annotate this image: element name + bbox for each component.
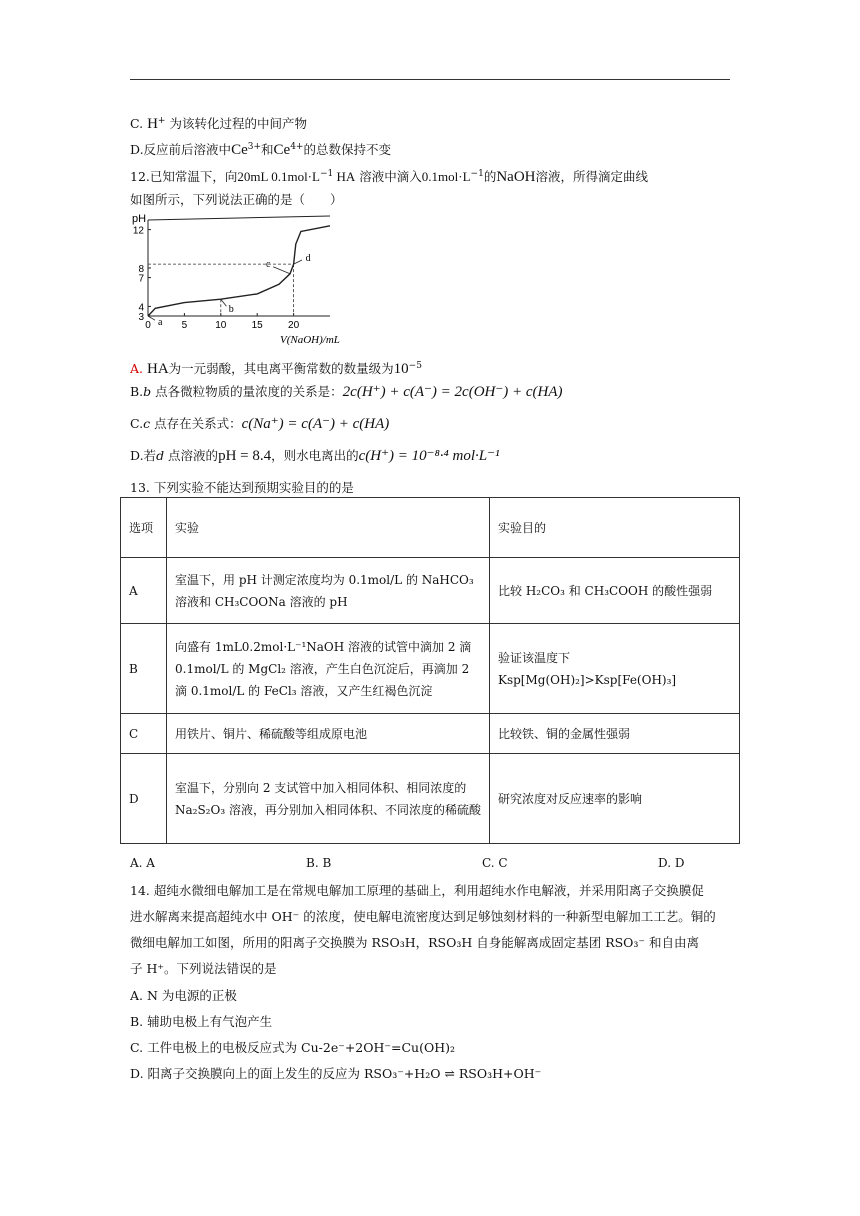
q14-stem-line4: 子 H⁺。下列说法错误的是 xyxy=(130,961,277,976)
q14-option-a: A. N 为电源的正极 xyxy=(130,988,237,1003)
row-purpose: 比较 H₂CO₃ 和 CH₃COOH 的酸性强弱 xyxy=(490,558,740,624)
q11-option-c: C. H+ 为该转化过程的中间产物 xyxy=(130,116,307,133)
x-tick-label: 5 xyxy=(181,320,188,331)
table-header-purpose: 实验目的 xyxy=(490,498,740,558)
header-rule xyxy=(130,79,730,80)
q12-stem-line2: 如图所示，下列说法正确的是（ ） xyxy=(130,192,343,207)
row-option: D xyxy=(121,754,167,844)
table-row xyxy=(121,558,740,624)
row-experiment: 用铁片、铜片、稀硫酸等组成原电池 xyxy=(167,714,490,754)
y-tick-label: 3 xyxy=(138,312,144,323)
q14-option-d: D. 阳离子交换膜向上的面上发生的反应为 RSO₃⁻+H₂O ⇌ RSO₃H+OH⁻ xyxy=(130,1066,542,1081)
q12-option-c: C.c 点存在关系式：c(Na⁺) = c(A⁻) + c(HA) xyxy=(130,416,390,432)
q12-option-b: B.b 点各微粒物质的量浓度的关系是：2c(H⁺) + c(A⁻) = 2c(OH⁻) + c(HA) xyxy=(130,384,563,400)
row-purpose: 验证该温度下 Ksp[Mg(OH)₂]>Ksp[Fe(OH)₃] xyxy=(490,624,740,714)
q14-option-c: C. 工件电极上的电极反应式为 Cu-2e⁻+2OH⁻=Cu(OH)₂ xyxy=(130,1040,456,1055)
x-tick-label: 0 xyxy=(145,320,151,331)
annotation-label-c: c xyxy=(265,258,271,270)
y-tick-label: 7 xyxy=(138,273,144,285)
row-purpose: 研究浓度对反应速率的影响 xyxy=(490,754,740,844)
q13-choice-b: B. B xyxy=(306,856,332,870)
row-experiment: 向盛有 1mL0.2mol·L⁻¹NaOH 溶液的试管中滴加 2 滴 0.1mol/L 的 MgCl₂ 溶液，产生白色沉淀后，再滴加 2 滴 0.1mol/L 的 FeCl₃ 溶液，又产生红褐色沉淀 xyxy=(167,624,490,714)
q13-choice-a: A. A xyxy=(130,856,155,870)
q12-option-a: A. HA为一元弱酸，其电离平衡常数的数量级为$10^{-5}$ xyxy=(130,361,422,378)
q14-option-b: B. 辅助电极上有气泡产生 xyxy=(130,1014,273,1029)
q13-title: 13. 下列实验不能达到预期实验目的的是 xyxy=(130,480,354,495)
annotation-label-b: b xyxy=(228,304,234,316)
q13-choice-c: C. C xyxy=(482,856,508,870)
titration-curve xyxy=(148,226,330,316)
row-option: A xyxy=(121,558,167,624)
annotation-pointer xyxy=(294,260,302,264)
x-tick-label: 20 xyxy=(288,320,300,331)
table-header-row xyxy=(121,498,740,558)
y-tick-label: 12 xyxy=(132,225,144,237)
q11-option-d: D.反应前后溶液中$Ce^{3+}$和$Ce^{4+}$的总数保持不变 xyxy=(130,142,391,159)
table-header-option: 选项 xyxy=(121,498,167,558)
y-tick-label: 8 xyxy=(138,264,144,275)
annotation-pointer xyxy=(221,299,227,306)
q12-option-d: D.若d 点溶液的pH = 8.4，则水电离出的c(H⁺) = 10⁻⁸·⁴ mol·L⁻¹ xyxy=(130,448,500,464)
q12-stem-line1: 12.已知常温下，向20mL $0.1mol\cdot L^{-1}$ HA 溶液中滴入$0.1mol\cdot L^{-1}$的NaOH溶液，所得滴定曲线 xyxy=(130,169,648,186)
q13-choice-d: D. D xyxy=(658,856,685,870)
row-purpose: 比较铁、铜的金属性强弱 xyxy=(490,714,740,754)
chart-ylabel: pH xyxy=(132,213,147,225)
top-border xyxy=(148,216,330,220)
y-tick-label: 4 xyxy=(138,302,144,314)
x-tick-label: 10 xyxy=(215,320,227,331)
annotation-label-d: d xyxy=(305,253,311,265)
table-header-experiment: 实验 xyxy=(167,498,490,558)
q13-table xyxy=(120,497,740,844)
chart-ticks xyxy=(133,226,300,331)
x-tick-label: 15 xyxy=(251,320,263,331)
row-option: B xyxy=(121,624,167,714)
chart-guides xyxy=(148,264,294,316)
table-row xyxy=(121,624,740,714)
titration-chart xyxy=(130,210,360,350)
row-experiment: 室温下，用 pH 计测定浓度均为 0.1mol/L 的 NaHCO₃ 溶液和 CH₃COONa 溶液的 pH xyxy=(167,558,490,624)
annotation-pointer xyxy=(273,267,290,274)
row-option: C xyxy=(121,714,167,754)
table-row xyxy=(121,754,740,844)
table-row xyxy=(121,714,740,754)
annotation-label-a: a xyxy=(158,317,163,328)
q14-stem-line2: 进水解离来提高超纯水中 OH⁻ 的浓度，使电解电流密度达到足够蚀刻材料的一种新型电解加工工艺。铜的 xyxy=(130,909,716,924)
chart-xlabel: V(NaOH)/mL xyxy=(280,334,340,346)
q14-stem-line3: 微细电解加工如图，所用的阳离子交换膜为 RSO₃H，RSO₃H 自身能解离成固定基团 RSO₃⁻ 和自由离 xyxy=(130,935,699,950)
q14-stem-line1: 14. 超纯水微细电解加工是在常规电解加工原理的基础上，利用超纯水作电解液，并采用阳离子交换膜促 xyxy=(130,883,704,898)
row-experiment: 室温下，分别向 2 支试管中加入相同体积、相同浓度的 Na₂S₂O₃ 溶液，再分别加入相同体积、不同浓度的稀硫酸 xyxy=(167,754,490,844)
